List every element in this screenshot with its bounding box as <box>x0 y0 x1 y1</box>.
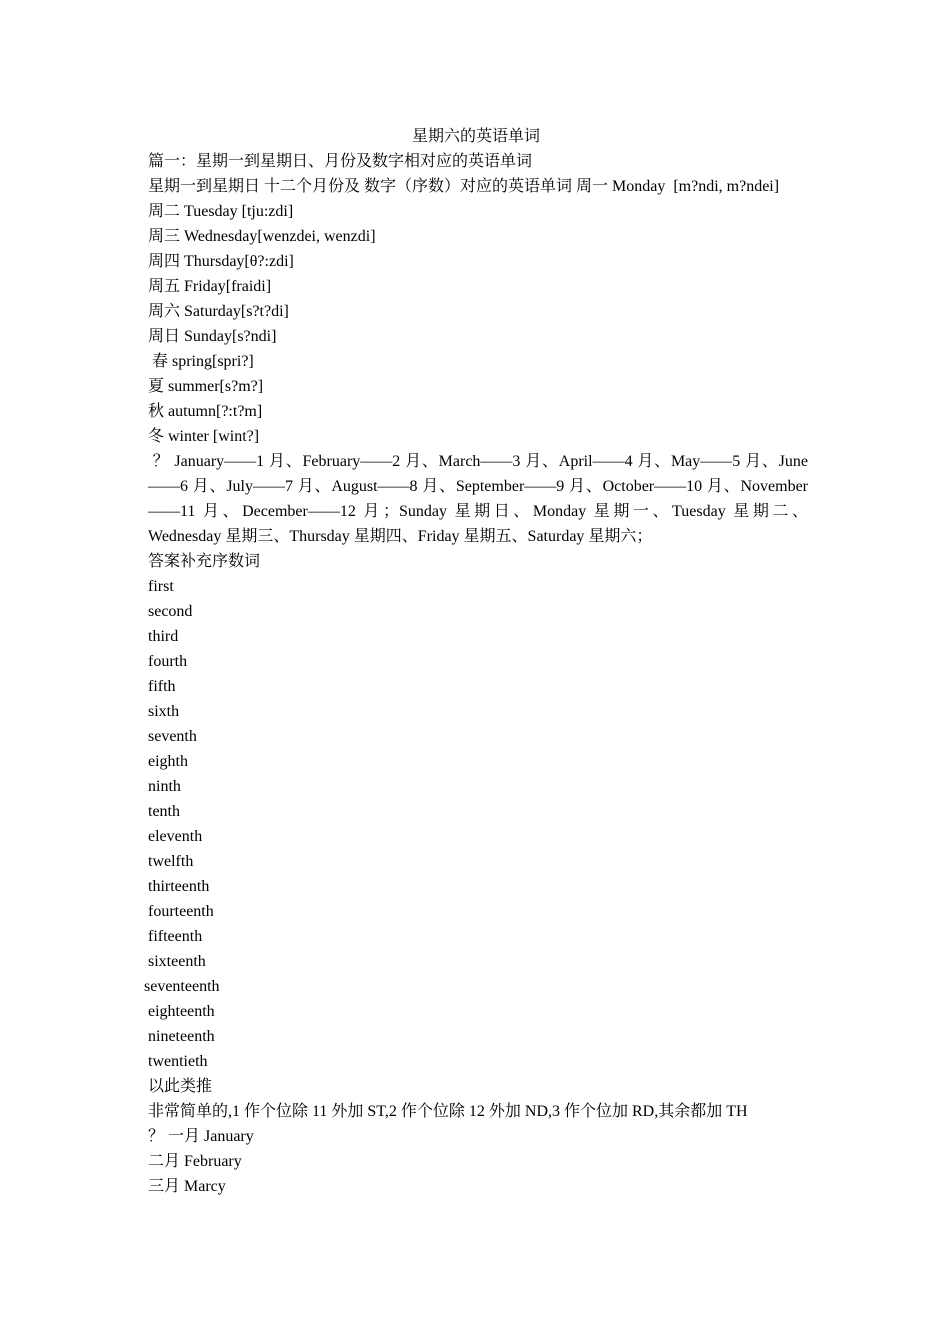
rule-heading: 以此类推 <box>148 1078 213 1095</box>
ordinal-item: fifth <box>148 678 176 695</box>
season-item: 冬 winter [wint?] <box>148 428 260 445</box>
ordinal-item: eleventh <box>148 828 203 845</box>
intro-paragraph: 星期一到星期日 十二个月份及 数字（序数）对应的英语单词 周一 Monday [m?ndi, m?ndei] <box>148 178 780 195</box>
ordinal-item: ninth <box>148 778 181 795</box>
ordinal-item: seventh <box>148 728 197 745</box>
weekday-item: 周三 Wednesday[wenzdei, wenzdi] <box>148 228 376 245</box>
month-item: ？ 一月 January <box>148 1128 254 1145</box>
month-item: 二月 February <box>148 1153 242 1170</box>
ordinal-item: twelfth <box>148 853 194 870</box>
ordinal-item: eighth <box>148 753 188 770</box>
ordinal-item: fourteenth <box>148 903 214 920</box>
month-item: 三月 Marcy <box>148 1178 226 1195</box>
ordinal-item: third <box>148 628 179 645</box>
months-paragraph: ？ January——1 月、February——2 月、March——3 月、April——4 月、May——5 月、June——6 月、July——7 月、August——8 月、September——9 月、October——10 月、November——11 月、December——12 月；Sunday 星期日、Monday 星期一、Tuesday 星期二、Wednesday 星期三、Thursday 星期四、Friday 星期五、Saturday 星期六； <box>148 453 808 545</box>
ordinal-item: seventeenth <box>144 978 220 995</box>
ordinal-heading: 答案补充序数词 <box>148 553 261 570</box>
month-list <box>144 1124 808 1199</box>
rule-text: 非常简单的,1 作个位除 11 外加 ST,2 作个位除 12 外加 ND,3 作个位加 RD,其余都加 TH <box>148 1103 748 1120</box>
ordinal-item: sixteenth <box>148 953 206 970</box>
section-heading: 篇一：星期一到星期日、月份及数字相对应的英语单词 <box>148 153 533 170</box>
ordinal-item: tenth <box>148 803 180 820</box>
ordinal-item: sixth <box>148 703 180 720</box>
ordinal-item: twentieth <box>148 1053 208 1070</box>
ordinal-list <box>144 574 808 1074</box>
ordinal-item: thirteenth <box>148 878 210 895</box>
season-item: 秋 autumn[?:t?m] <box>148 403 263 420</box>
weekday-item: 周二 Tuesday [tju:zdi] <box>148 203 294 220</box>
ordinal-item: fourth <box>148 653 188 670</box>
ordinal-item: second <box>148 603 193 620</box>
document-page <box>144 124 808 1199</box>
weekday-item: 周六 Saturday[s?t?di] <box>148 303 289 320</box>
weekday-item: 周日 Sunday[s?ndi] <box>148 328 277 345</box>
ordinal-item: first <box>148 578 174 595</box>
season-item: 春 spring[spri?] <box>148 353 254 370</box>
document-title: 星期六的英语单词 <box>411 128 540 145</box>
weekday-item: 周四 Thursday[θ?:zdi] <box>148 253 294 270</box>
weekday-item: 周五 Friday[fraidi] <box>148 278 272 295</box>
ordinal-item: nineteenth <box>148 1028 215 1045</box>
season-list <box>144 349 808 449</box>
weekday-list <box>144 199 808 349</box>
ordinal-item: eighteenth <box>148 1003 215 1020</box>
ordinal-item: fifteenth <box>148 928 203 945</box>
season-item: 夏 summer[s?m?] <box>148 378 264 395</box>
